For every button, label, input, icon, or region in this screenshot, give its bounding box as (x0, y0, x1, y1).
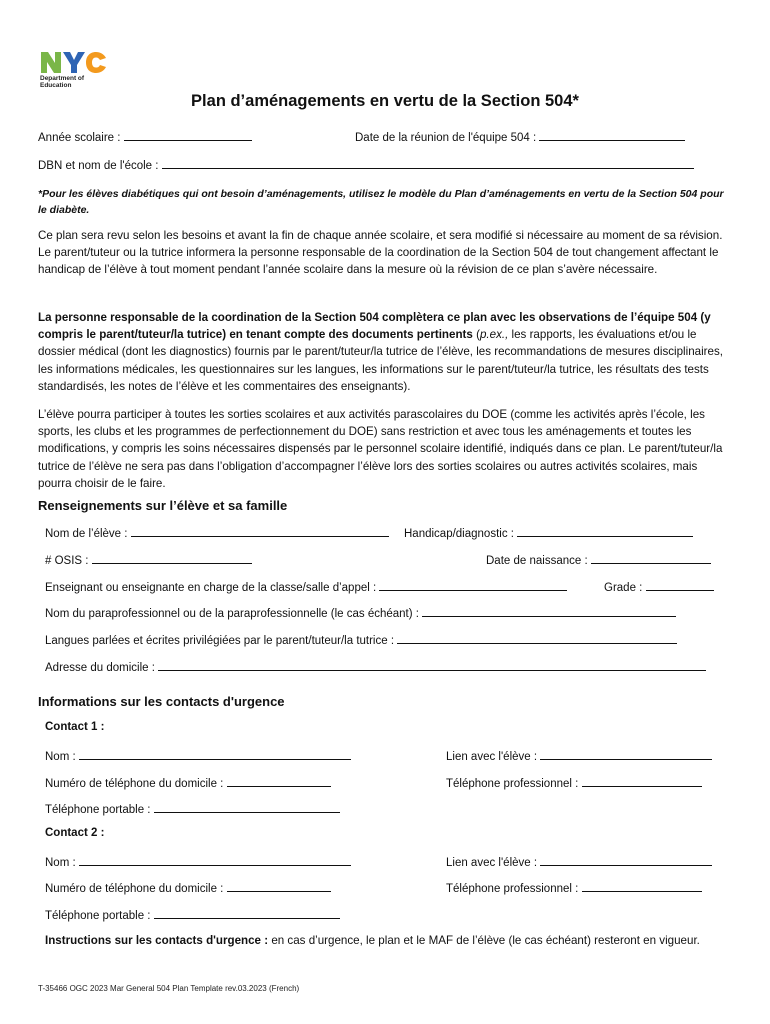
diabetes-note: *Pour les élèves diabétiques qui ont besoin d’aménagements, utilisez le modèle du Plan d’aménagements en vertu de la Section 504 pour le diabète. (38, 188, 724, 216)
nyc-doe-logo (40, 50, 110, 89)
paraprofessionnel-label: Nom du paraprofessionnel ou de la paraprofessionnelle (le cas échéant) : (45, 608, 419, 620)
osis-input-line[interactable] (92, 552, 252, 564)
contact1-tel-domicile-field (45, 775, 331, 791)
dbn-label: DBN et nom de l'école : (38, 160, 159, 172)
langues-input-line[interactable] (397, 632, 677, 644)
contact2-lien-field (446, 854, 712, 870)
naissance-input-line[interactable] (591, 552, 711, 564)
coordination-bold-text: La personne responsable de la coordination de la Section 504 complètera ce plan avec les observations de l’équipe 504 (y compris le parent/tuteur/la tutrice) en tenant compte des documents pertinents (38, 311, 711, 342)
paragraph-coordination (38, 309, 732, 395)
annee-label: Année scolaire : (38, 132, 121, 144)
handicap-label: Handicap/diagnostic : (404, 528, 514, 540)
contact1-nom-label: Nom : (45, 751, 76, 763)
logo-dept-line1: Department of (40, 75, 85, 82)
nom-eleve-input-line[interactable] (131, 525, 389, 537)
contact1-tel-domicile-label: Numéro de téléphone du domicile : (45, 778, 224, 790)
contact2-tel-pro-input-line[interactable] (582, 880, 702, 892)
contact2-nom-input-line[interactable] (79, 854, 351, 866)
langues-label: Langues parlées et écrites privilégiées par le parent/tuteur/la tutrice : (45, 635, 395, 647)
adresse-field (45, 659, 706, 675)
contact1-title: Contact 1 : (45, 721, 105, 733)
contact1-tel-domicile-input-line[interactable] (227, 775, 331, 787)
contact2-tel-domicile-label: Numéro de téléphone du domicile : (45, 883, 224, 895)
contact1-tel-portable-label: Téléphone portable : (45, 804, 151, 816)
contact1-lien-field (446, 748, 712, 764)
handicap-field (404, 525, 693, 541)
student-section-title: Renseignements sur l’élève et sa famille (38, 498, 288, 513)
contact2-tel-pro-field (446, 880, 702, 896)
annee-input-line[interactable] (124, 129, 252, 141)
contact1-lien-input-line[interactable] (540, 748, 712, 760)
footer-reference: T-35466 OGC 2023 Mar General 504 Plan Template rev.03.2023 (French) (38, 984, 300, 993)
contact2-tel-portable-input-line[interactable] (154, 907, 340, 919)
enseignant-input-line[interactable] (379, 579, 567, 591)
contact2-nom-label: Nom : (45, 857, 76, 869)
handicap-input-line[interactable] (517, 525, 693, 537)
paragraph-revision: Ce plan sera revu selon les besoins et avant la fin de chaque année scolaire, et sera modifié si nécessaire au moment de sa révision. Le parent/tuteur ou la tutrice informera la personne responsable de la coordination de la Section 504 de tout changement affectant le handicap de l’élève à tout moment pendant l’année scolaire dans la mesure où la révision de ce plan s’avère nécessaire. (38, 229, 723, 277)
contact2-tel-pro-label: Téléphone professionnel : (446, 883, 579, 895)
contact1-tel-portable-field (45, 801, 340, 817)
date-reunion-input-line[interactable] (539, 129, 685, 141)
adresse-input-line[interactable] (158, 659, 706, 671)
contact1-tel-pro-field (446, 775, 702, 791)
coordination-italic-text: p.ex., (479, 328, 509, 342)
contact2-tel-domicile-input-line[interactable] (227, 880, 331, 892)
instructions-contacts (45, 932, 725, 949)
dbn-field (38, 157, 694, 173)
contact2-title: Contact 2 : (45, 827, 105, 839)
paragraph-sorties: L’élève pourra participer à toutes les sorties scolaires et aux activités parascolaires du DOE (comme les activités après l’école, les sports, les clubs et les programmes de perfectionnement du DOE) sans restriction et avec tous les aménagements et toutes les modifications, y compris les soins nécessaires dispensés par le personnel scolaire identifié, indiqués dans ce plan. Le parent/tuteur/la tutrice de l’élève ne sera pas dans l’obligation d’accompagner l’élève lors des sorties scolaires ou autres activités scolaires, mais pourra choisir de le faire. (38, 408, 723, 490)
paraprofessionnel-field (45, 605, 676, 621)
contact1-tel-portable-input-line[interactable] (154, 801, 340, 813)
instructions-text: en cas d’urgence, le plan et le MAF de l’élève (le cas échéant) resteront en vigueur. (268, 934, 700, 947)
contact2-tel-portable-label: Téléphone portable : (45, 910, 151, 922)
enseignant-field (45, 579, 567, 595)
annee-scolaire-field (38, 129, 252, 145)
grade-label: Grade : (604, 582, 643, 594)
contact1-nom-field (45, 748, 351, 764)
osis-label: # OSIS : (45, 555, 89, 567)
nom-eleve-label: Nom de l’élève : (45, 528, 128, 540)
instructions-bold-text: Instructions sur les contacts d'urgence : (45, 934, 269, 947)
date-reunion-field (355, 129, 685, 145)
contact2-tel-domicile-field (45, 880, 331, 896)
contact1-tel-pro-label: Téléphone professionnel : (446, 778, 579, 790)
contact2-tel-portable-field (45, 907, 340, 923)
grade-input-line[interactable] (646, 579, 714, 591)
dbn-input-line[interactable] (162, 157, 694, 169)
grade-field (604, 579, 714, 595)
contact2-lien-input-line[interactable] (540, 854, 712, 866)
contact1-lien-label: Lien avec l'élève : (446, 751, 538, 763)
contact2-lien-label: Lien avec l'élève : (446, 857, 538, 869)
coordination-open-paren: ( (472, 328, 480, 342)
nyc-logo-icon (40, 50, 108, 74)
osis-field (45, 552, 252, 568)
adresse-label: Adresse du domicile : (45, 662, 155, 674)
contacts-section-title: Informations sur les contacts d'urgence (38, 694, 285, 709)
naissance-label: Date de naissance : (486, 555, 588, 567)
logo-department-text (40, 75, 110, 89)
coordination-rest-text: les rapports, les évaluations et/ou le dossier médical (dont les diagnostics) fournis par le parent/tuteur/la tutrice de l’élève, les recommandations de mesures disciplinaires, les informations médicales, les questionnaires sur les langues, les informations sur le parent/tuteur/la tutrice, les résultats des tests standardisés, les notes de l’élève et les commentaires des enseignants). (38, 328, 724, 393)
date-reunion-label: Date de la réunion de l'équipe 504 : (355, 132, 537, 144)
page-title: Plan d’aménagements en vertu de la Section 504* (191, 92, 579, 110)
contact1-tel-pro-input-line[interactable] (582, 775, 702, 787)
contact1-nom-input-line[interactable] (79, 748, 351, 760)
contact2-nom-field (45, 854, 351, 870)
logo-dept-line2: Education (40, 82, 72, 89)
paraprofessionnel-input-line[interactable] (422, 605, 676, 617)
naissance-field (486, 552, 711, 568)
langues-field (45, 632, 677, 648)
nom-eleve-field (45, 525, 389, 541)
enseignant-label: Enseignant ou enseignante en charge de la classe/salle d’appel : (45, 582, 377, 594)
